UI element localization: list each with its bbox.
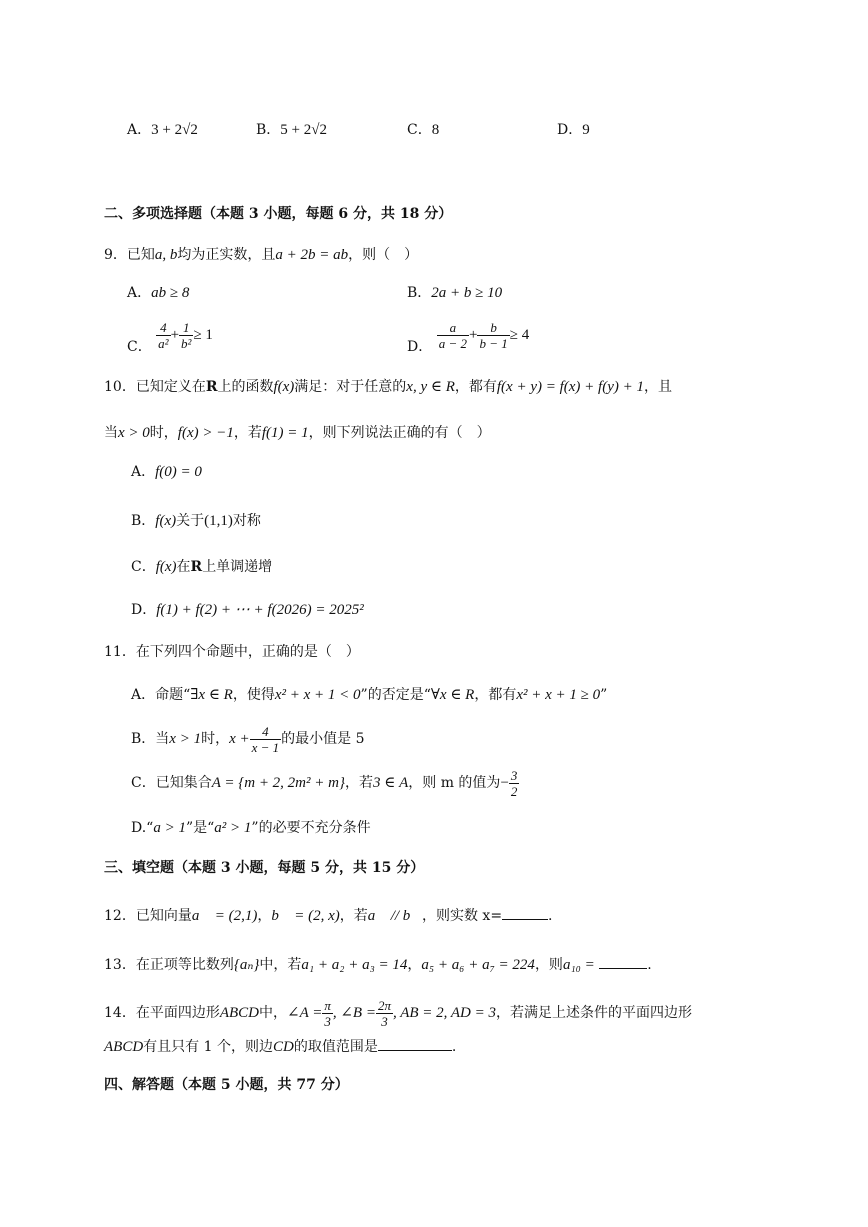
text: ，使得 xyxy=(232,687,275,703)
option-value: f(0) = 0 xyxy=(155,464,202,480)
option-value: 9 xyxy=(582,122,590,138)
fraction xyxy=(156,320,170,351)
text: D.“ xyxy=(131,820,154,836)
set-R: R xyxy=(190,559,203,575)
option-value: 2a + b ≥ 10 xyxy=(431,285,503,301)
math: ABCD xyxy=(104,1039,144,1055)
text: 的取值范围是 xyxy=(293,1039,378,1055)
text: 中，若 xyxy=(259,957,302,973)
plus-sign: + xyxy=(170,327,180,343)
math: x > 1 xyxy=(169,731,202,747)
option-value: f(1) + f(2) + ⋯ + f(2026) = 2025² xyxy=(156,602,364,618)
text: 中， xyxy=(259,1005,287,1021)
q11-option-a xyxy=(131,685,607,705)
fraction xyxy=(376,998,393,1029)
math: x² + x + 1 ≥ 0 xyxy=(516,687,601,703)
math: f(1) = 1 xyxy=(261,425,309,441)
section-4-heading: 四、解答题（本题 5 小题，共 77 分） xyxy=(104,1077,349,1093)
text: 13．在正项等比数列 xyxy=(104,957,234,973)
text: ，若 xyxy=(339,908,368,924)
q10-option-b xyxy=(131,511,261,531)
option-label: A． xyxy=(127,285,152,301)
q9-option-d xyxy=(407,318,529,364)
math: x, y ∈ R xyxy=(406,379,455,395)
text: ，若 xyxy=(233,425,262,441)
fraction xyxy=(250,724,282,755)
text: . xyxy=(451,1039,457,1055)
text: ”的否定是“ xyxy=(360,687,431,703)
math: a₅ + a₆ + a₇ = 224 xyxy=(421,957,535,973)
q9-vars: a, b xyxy=(154,247,178,263)
text: ，且 xyxy=(643,379,672,395)
text: 时， xyxy=(149,425,178,441)
text: ”是“ xyxy=(185,820,215,836)
math: 3 ∈ A xyxy=(372,775,409,791)
q9-option-b xyxy=(407,283,502,303)
q8-option-b xyxy=(256,120,327,140)
text: ” xyxy=(600,687,608,703)
q10-option-d xyxy=(131,600,364,620)
denominator: a − 2 xyxy=(438,335,467,351)
math: A = {m + 2, 2m² + m} xyxy=(211,775,345,791)
math: ∃x ∈ R xyxy=(190,687,233,703)
q9-option-a xyxy=(127,283,189,303)
option-label: C． xyxy=(407,122,432,138)
text: ，则实数 x= xyxy=(421,908,503,924)
text: ，则 m 的值为 xyxy=(408,775,501,791)
math: a⃗ = (2,1) xyxy=(191,908,258,924)
q13 xyxy=(104,954,652,975)
math: , ∠B = xyxy=(332,1005,376,1021)
fraction xyxy=(322,998,333,1029)
math: a² > 1 xyxy=(214,820,252,836)
fraction xyxy=(437,320,469,351)
text: 当 xyxy=(104,425,118,441)
math: a > 1 xyxy=(153,820,186,836)
text: . xyxy=(647,957,652,973)
q8-option-a xyxy=(127,120,198,140)
math: a₁ + a₂ + a₃ = 14 xyxy=(301,957,408,973)
minus-sign: − xyxy=(500,775,509,791)
math: CD xyxy=(272,1039,294,1055)
numerator: 4 xyxy=(250,724,282,740)
math: f(x + y) = f(x) + f(y) + 1 xyxy=(496,379,644,395)
text: 有且只有 1 个，则边 xyxy=(143,1039,273,1055)
q8-option-d xyxy=(557,120,590,140)
text: 在 xyxy=(176,559,191,575)
option-value: ab ≥ 8 xyxy=(151,285,190,301)
text: ， xyxy=(257,908,272,924)
option-tail: ≥ 1 xyxy=(193,327,213,343)
q11-option-c xyxy=(131,766,519,800)
text: ，若 xyxy=(344,775,373,791)
q9-stem xyxy=(104,245,418,265)
denominator: 2 xyxy=(510,783,518,799)
q9-text2: ，则（ ） xyxy=(348,247,419,263)
q11-stem: 11．在下列四个命题中，正确的是（ ） xyxy=(104,644,360,660)
option-label: C． xyxy=(131,559,156,575)
text: 上的函数 xyxy=(217,379,274,395)
math: f(x) xyxy=(155,559,177,575)
numerator: 3 xyxy=(510,767,518,783)
q10-option-a xyxy=(131,462,202,482)
option-label: B． xyxy=(256,122,281,138)
text: 满足：对于任意的 xyxy=(294,379,407,395)
numerator: 1 xyxy=(179,320,193,336)
q9-option-c xyxy=(127,318,213,364)
text: B．当 xyxy=(131,731,170,747)
fraction xyxy=(509,768,520,799)
q10-stem-line1 xyxy=(104,377,672,397)
text: 关于 xyxy=(176,513,205,529)
option-label: A． xyxy=(127,122,152,138)
option-label: B． xyxy=(131,513,156,529)
denominator: b² xyxy=(181,335,192,351)
text: . xyxy=(548,908,553,924)
q12 xyxy=(104,905,553,926)
q10-option-c xyxy=(131,557,272,577)
math: (1,1) xyxy=(204,513,233,529)
q10-stem-line2 xyxy=(104,423,491,443)
denominator: a² xyxy=(158,335,169,351)
math: x + xyxy=(229,731,250,747)
numerator: 2π xyxy=(377,997,391,1013)
answer-blank[interactable] xyxy=(378,1036,452,1051)
text: ， xyxy=(407,957,422,973)
answer-blank[interactable] xyxy=(502,905,548,920)
q11-option-b xyxy=(131,722,365,756)
text: ，都有 xyxy=(474,687,517,703)
math: , AB = 2, AD = 3 xyxy=(392,1005,497,1021)
q14-line2 xyxy=(104,1036,456,1057)
fraction xyxy=(179,320,193,351)
numerator: 4 xyxy=(156,320,170,336)
math: ∀x ∈ R xyxy=(430,687,475,703)
math: x > 0 xyxy=(118,425,150,441)
text: ，都有 xyxy=(454,379,497,395)
option-label: B． xyxy=(407,285,432,301)
section-2-heading: 二、多项选择题（本题 3 小题，每题 6 分，共 18 分） xyxy=(104,206,453,222)
text: 上单调递增 xyxy=(202,559,273,575)
math: ∠A = xyxy=(287,1005,323,1021)
option-label: D． xyxy=(557,122,583,138)
option-label: D． xyxy=(407,339,433,355)
math: x² + x + 1 < 0 xyxy=(274,687,361,703)
text: ”的必要不充分条件 xyxy=(251,820,371,836)
math: a⃗ // b⃗ xyxy=(367,908,422,924)
q9-text1: 均为正实数，且 xyxy=(177,247,276,263)
text: ，则下列说法正确的有（ ） xyxy=(308,425,491,441)
text: ，则 xyxy=(534,957,563,973)
text: ，若满足上述条件的平面四边形 xyxy=(496,1005,693,1021)
math: f(x) > −1 xyxy=(177,425,234,441)
math: f(x) xyxy=(155,513,177,529)
numerator: a xyxy=(437,320,469,336)
option-label: D． xyxy=(131,602,157,618)
answer-blank[interactable] xyxy=(599,954,647,969)
text: C．已知集合 xyxy=(131,775,212,791)
denominator: 3 xyxy=(324,1013,331,1029)
numerator: b xyxy=(477,320,509,336)
option-label: C． xyxy=(127,339,152,355)
section-3-heading: 三、填空题（本题 3 小题，每题 5 分，共 15 分） xyxy=(104,860,425,876)
option-label: A． xyxy=(131,464,156,480)
option-value: 5 + 2√2 xyxy=(280,122,327,138)
math: a₁₀ = xyxy=(562,957,595,973)
math: {aₙ} xyxy=(233,957,260,973)
text: 对称 xyxy=(232,513,261,529)
q14-line1 xyxy=(104,995,692,1031)
text: 12．已知向量 xyxy=(104,908,192,924)
math: b⃗ = (2, x) xyxy=(271,908,340,924)
denominator: x − 1 xyxy=(251,739,280,755)
option-tail: ≥ 4 xyxy=(509,327,530,343)
numerator: π xyxy=(324,997,331,1013)
q9-num: 9．已知 xyxy=(104,247,155,263)
denominator: 3 xyxy=(381,1013,388,1029)
text: 14．在平面四边形 xyxy=(104,1005,220,1021)
option-value: 3 + 2√2 xyxy=(151,122,198,138)
math: f(x) xyxy=(273,379,295,395)
set-R: R xyxy=(205,379,218,395)
text: 10．已知定义在 xyxy=(104,379,206,395)
denominator: b − 1 xyxy=(479,335,508,351)
text: 的最小值是 5 xyxy=(281,731,365,747)
fraction xyxy=(477,320,509,351)
plus-sign: + xyxy=(468,327,478,343)
math: ABCD xyxy=(219,1005,259,1021)
option-value: 8 xyxy=(431,122,440,138)
q11-option-d xyxy=(131,818,371,838)
text: A．命题“ xyxy=(131,687,191,703)
text: 时， xyxy=(201,731,230,747)
q8-option-c xyxy=(407,120,439,140)
q9-cond: a + 2b = ab xyxy=(275,247,349,263)
